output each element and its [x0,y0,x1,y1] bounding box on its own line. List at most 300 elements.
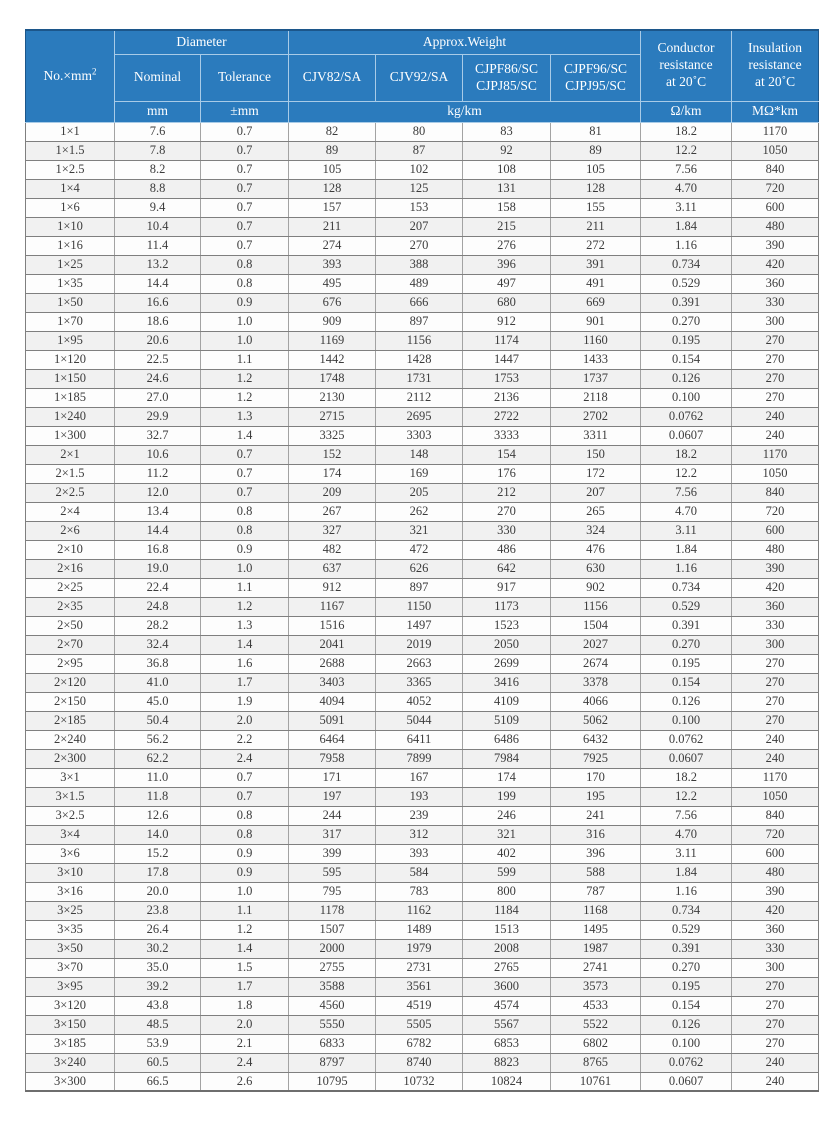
cell-conductor-resistance: 0.100 [641,1034,732,1053]
cell-diameter-nominal: 62.2 [115,749,201,768]
cell-conductor-resistance: 1.84 [641,217,732,236]
cell-weight-cjv92: 262 [376,502,463,521]
cell-weight-cjpf86: 599 [463,863,551,882]
cell-weight-cjv82: 105 [289,160,376,179]
cell-insulation-resistance: 270 [732,711,819,730]
cell-diameter-nominal: 12.0 [115,483,201,502]
cell-weight-cjpf96: 5522 [551,1015,641,1034]
cell-weight-cjv82: 5550 [289,1015,376,1034]
table-row [26,635,819,654]
cell-weight-cjpf86: 6853 [463,1034,551,1053]
cell-weight-cjpf86: 497 [463,274,551,293]
cell-no-mm2: 1×35 [26,274,115,293]
insulation-resistance-line: Insulation [748,40,803,56]
cell-insulation-resistance: 480 [732,863,819,882]
cell-weight-cjv82: 1507 [289,920,376,939]
cell-weight-cjv82: 157 [289,198,376,217]
cell-weight-cjpf96: 155 [551,198,641,217]
cell-weight-cjpf96: 669 [551,293,641,312]
mm2-superscript: 2 [92,66,97,77]
cell-diameter-tolerance: 0.9 [201,293,289,312]
cell-no-mm2: 3×10 [26,863,115,882]
cell-no-mm2: 3×1 [26,768,115,787]
cell-weight-cjv82: 495 [289,274,376,293]
cell-no-mm2: 2×25 [26,578,115,597]
cell-weight-cjv82: 4094 [289,692,376,711]
cell-diameter-tolerance: 2.0 [201,1015,289,1034]
cell-weight-cjv92: 153 [376,198,463,217]
cell-weight-cjv92: 270 [376,236,463,255]
cell-diameter-tolerance: 0.8 [201,274,289,293]
cell-insulation-resistance: 300 [732,958,819,977]
cell-weight-cjv92: 626 [376,559,463,578]
cell-no-mm2: 2×35 [26,597,115,616]
cell-weight-cjv82: 912 [289,578,376,597]
cell-diameter-nominal: 66.5 [115,1072,201,1091]
cell-weight-cjv82: 5091 [289,711,376,730]
cell-diameter-tolerance: 1.3 [201,407,289,426]
cell-diameter-nominal: 20.6 [115,331,201,350]
cell-weight-cjpf86: 1513 [463,920,551,939]
cell-weight-cjpf96: 787 [551,882,641,901]
cell-weight-cjv92: 388 [376,255,463,274]
cell-insulation-resistance: 240 [732,407,819,426]
cell-weight-cjv92: 148 [376,445,463,464]
cell-weight-cjv82: 2755 [289,958,376,977]
cell-conductor-resistance: 3.11 [641,521,732,540]
cell-diameter-nominal: 22.5 [115,350,201,369]
cell-diameter-nominal: 24.8 [115,597,201,616]
cell-weight-cjv82: 128 [289,179,376,198]
cell-weight-cjpf86: 396 [463,255,551,274]
table-row [26,1015,819,1034]
cell-weight-cjv92: 312 [376,825,463,844]
table-row [26,768,819,787]
cell-diameter-tolerance: 1.4 [201,939,289,958]
cell-weight-cjpf96: 6432 [551,730,641,749]
table-header [26,30,819,122]
cell-weight-cjv82: 909 [289,312,376,331]
cell-insulation-resistance: 360 [732,597,819,616]
table-row [26,863,819,882]
cell-conductor-resistance: 0.734 [641,578,732,597]
unit-insulation-mohm-km: MΩ*km [732,101,819,122]
cell-weight-cjpf86: 2050 [463,635,551,654]
cell-diameter-nominal: 53.9 [115,1034,201,1053]
header-diameter-group: Diameter [115,30,289,54]
cell-weight-cjpf86: 1173 [463,597,551,616]
cell-weight-cjv92: 3303 [376,426,463,445]
table-row [26,806,819,825]
cell-weight-cjpf86: 5109 [463,711,551,730]
cell-weight-cjv82: 2000 [289,939,376,958]
cell-no-mm2: 2×1 [26,445,115,464]
cell-diameter-nominal: 7.6 [115,122,201,141]
cell-diameter-tolerance: 1.4 [201,426,289,445]
cell-weight-cjv82: 4560 [289,996,376,1015]
cell-weight-cjv82: 676 [289,293,376,312]
table-row [26,597,819,616]
cell-weight-cjpf96: 1504 [551,616,641,635]
cell-diameter-tolerance: 0.8 [201,255,289,274]
cell-weight-cjpf96: 195 [551,787,641,806]
cell-diameter-nominal: 8.2 [115,160,201,179]
cell-insulation-resistance: 330 [732,616,819,635]
cell-diameter-tolerance: 0.7 [201,141,289,160]
cell-diameter-nominal: 29.9 [115,407,201,426]
cell-insulation-resistance: 270 [732,369,819,388]
cell-weight-cjpf86: 8823 [463,1053,551,1072]
cell-insulation-resistance: 240 [732,426,819,445]
cell-insulation-resistance: 360 [732,274,819,293]
cell-weight-cjv82: 3325 [289,426,376,445]
cell-weight-cjpf96: 3378 [551,673,641,692]
conductor-resistance-line: at 20˚C [665,74,707,90]
cell-weight-cjv82: 1748 [289,369,376,388]
cell-no-mm2: 1×70 [26,312,115,331]
cell-insulation-resistance: 270 [732,673,819,692]
cell-diameter-nominal: 12.6 [115,806,201,825]
cell-no-mm2: 3×150 [26,1015,115,1034]
cell-conductor-resistance: 7.56 [641,806,732,825]
cell-weight-cjpf86: 912 [463,312,551,331]
cell-weight-cjv82: 795 [289,882,376,901]
cell-weight-cjv82: 1169 [289,331,376,350]
cell-weight-cjv82: 197 [289,787,376,806]
table-row [26,331,819,350]
cell-weight-cjv92: 169 [376,464,463,483]
cell-diameter-tolerance: 1.2 [201,388,289,407]
cell-weight-cjpf96: 4533 [551,996,641,1015]
cell-diameter-tolerance: 0.7 [201,483,289,502]
cell-weight-cjpf86: 2699 [463,654,551,673]
cell-weight-cjpf96: 2741 [551,958,641,977]
cell-weight-cjv92: 1156 [376,331,463,350]
table-row [26,236,819,255]
table-row [26,559,819,578]
table-row [26,654,819,673]
cell-conductor-resistance: 0.126 [641,1015,732,1034]
cell-weight-cjpf86: 3600 [463,977,551,996]
cell-weight-cjv92: 1497 [376,616,463,635]
cell-conductor-resistance: 0.0762 [641,730,732,749]
cell-no-mm2: 2×120 [26,673,115,692]
cell-diameter-nominal: 13.2 [115,255,201,274]
cell-diameter-tolerance: 2.1 [201,1034,289,1053]
cell-weight-cjpf96: 1160 [551,331,641,350]
header-cjv92-sa [376,54,463,101]
weight-type-line: CJV82/SA [302,69,362,85]
cell-insulation-resistance: 330 [732,293,819,312]
table-row [26,198,819,217]
table-row [26,882,819,901]
cell-weight-cjpf86: 83 [463,122,551,141]
table-row [26,1072,819,1091]
cell-weight-cjv92: 666 [376,293,463,312]
cell-weight-cjpf86: 10824 [463,1072,551,1091]
header-cjv82-sa [289,54,376,101]
cell-weight-cjpf96: 2027 [551,635,641,654]
cell-weight-cjpf96: 630 [551,559,641,578]
cell-conductor-resistance: 1.84 [641,540,732,559]
cell-conductor-resistance: 1.16 [641,236,732,255]
header-tolerance: Tolerance [201,54,289,101]
cell-no-mm2: 1×120 [26,350,115,369]
cell-conductor-resistance: 4.70 [641,502,732,521]
weight-type-line: CJPJ85/SC [476,77,537,93]
cell-diameter-tolerance: 0.7 [201,198,289,217]
cell-diameter-nominal: 41.0 [115,673,201,692]
cell-no-mm2: 1×50 [26,293,115,312]
table-row [26,996,819,1015]
cell-no-mm2: 2×240 [26,730,115,749]
table-row [26,141,819,160]
cell-insulation-resistance: 840 [732,160,819,179]
table-row [26,977,819,996]
header-no-mm2: $No.\times mm^2$ [26,30,115,122]
cell-conductor-resistance: 1.16 [641,882,732,901]
cell-no-mm2: 1×25 [26,255,115,274]
cell-weight-cjv92: 193 [376,787,463,806]
cell-conductor-resistance: 0.391 [641,939,732,958]
cell-diameter-tolerance: 1.3 [201,616,289,635]
cell-weight-cjpf96: 241 [551,806,641,825]
cell-no-mm2: 3×6 [26,844,115,863]
cell-diameter-nominal: 36.8 [115,654,201,673]
table-row [26,255,819,274]
table-row [26,122,819,141]
cell-conductor-resistance: 0.126 [641,692,732,711]
cell-weight-cjv92: 897 [376,312,463,331]
cell-no-mm2: 3×50 [26,939,115,958]
cell-weight-cjv82: 2130 [289,388,376,407]
conductor-resistance-line: Conductor [657,40,715,56]
cell-diameter-nominal: 28.2 [115,616,201,635]
cell-insulation-resistance: 270 [732,1015,819,1034]
cell-weight-cjpf96: 491 [551,274,641,293]
cell-weight-cjv92: 2731 [376,958,463,977]
cell-diameter-tolerance: 0.7 [201,445,289,464]
cell-insulation-resistance: 420 [732,255,819,274]
cell-weight-cjpf86: 2136 [463,388,551,407]
cell-weight-cjpf86: 199 [463,787,551,806]
cell-no-mm2: 2×6 [26,521,115,540]
cell-no-mm2: 2×16 [26,559,115,578]
table-row [26,217,819,236]
cell-diameter-tolerance: 0.8 [201,521,289,540]
table-row [26,483,819,502]
cell-insulation-resistance: 390 [732,882,819,901]
table-row [26,787,819,806]
cell-conductor-resistance: 1.84 [641,863,732,882]
cell-weight-cjv92: 87 [376,141,463,160]
cell-conductor-resistance: 12.2 [641,464,732,483]
insulation-resistance-line: resistance [748,57,802,73]
cell-insulation-resistance: 1170 [732,445,819,464]
cell-diameter-nominal: 20.0 [115,882,201,901]
cell-insulation-resistance: 1050 [732,464,819,483]
cell-insulation-resistance: 720 [732,502,819,521]
cell-conductor-resistance: 0.270 [641,312,732,331]
cell-weight-cjv82: 2041 [289,635,376,654]
cell-weight-cjpf96: 1495 [551,920,641,939]
cell-weight-cjpf86: 642 [463,559,551,578]
cell-no-mm2: 2×2.5 [26,483,115,502]
cell-weight-cjv82: 1442 [289,350,376,369]
cell-weight-cjpf86: 131 [463,179,551,198]
cell-diameter-tolerance: 0.7 [201,787,289,806]
cell-diameter-tolerance: 0.7 [201,160,289,179]
cell-weight-cjpf96: 588 [551,863,641,882]
cell-no-mm2: 1×10 [26,217,115,236]
cell-conductor-resistance: 12.2 [641,141,732,160]
cell-no-mm2: 2×4 [26,502,115,521]
cell-diameter-nominal: 24.6 [115,369,201,388]
cell-weight-cjv82: 6833 [289,1034,376,1053]
cell-diameter-tolerance: 1.0 [201,559,289,578]
cell-diameter-nominal: 60.5 [115,1053,201,1072]
cell-diameter-nominal: 26.4 [115,920,201,939]
cell-diameter-nominal: 7.8 [115,141,201,160]
cell-insulation-resistance: 600 [732,198,819,217]
cell-diameter-nominal: 32.7 [115,426,201,445]
cell-diameter-nominal: 15.2 [115,844,201,863]
cell-insulation-resistance: 270 [732,977,819,996]
weight-type-line: CJPF96/SC [564,60,628,76]
cell-weight-cjv82: 1167 [289,597,376,616]
cell-insulation-resistance: 600 [732,844,819,863]
cell-diameter-nominal: 9.4 [115,198,201,217]
cell-weight-cjv82: 637 [289,559,376,578]
cell-diameter-tolerance: 1.8 [201,996,289,1015]
table-row [26,369,819,388]
cell-weight-cjpf86: 158 [463,198,551,217]
cell-diameter-nominal: 27.0 [115,388,201,407]
cell-weight-cjpf96: 128 [551,179,641,198]
cell-weight-cjv92: 10732 [376,1072,463,1091]
cell-weight-cjpf96: 1433 [551,350,641,369]
table-row [26,464,819,483]
cell-weight-cjv92: 8740 [376,1053,463,1072]
cell-weight-cjv92: 4519 [376,996,463,1015]
cell-weight-cjpf86: 1753 [463,369,551,388]
cell-insulation-resistance: 270 [732,692,819,711]
table-row [26,692,819,711]
cell-weight-cjv92: 1428 [376,350,463,369]
cell-conductor-resistance: 0.0607 [641,749,732,768]
cell-conductor-resistance: 7.56 [641,160,732,179]
cell-insulation-resistance: 420 [732,578,819,597]
cell-insulation-resistance: 390 [732,559,819,578]
cell-weight-cjpf96: 316 [551,825,641,844]
cell-no-mm2: 1×6 [26,198,115,217]
header-cjpf96-sc [551,54,641,101]
cell-no-mm2: 1×150 [26,369,115,388]
cell-weight-cjpf86: 402 [463,844,551,863]
cell-weight-cjv82: 267 [289,502,376,521]
table-row [26,578,819,597]
cell-weight-cjpf96: 6802 [551,1034,641,1053]
cell-weight-cjpf96: 272 [551,236,641,255]
table-row [26,711,819,730]
cell-weight-cjv82: 10795 [289,1072,376,1091]
cell-no-mm2: 1×95 [26,331,115,350]
table-row [26,1053,819,1072]
cell-weight-cjpf86: 2008 [463,939,551,958]
cell-insulation-resistance: 300 [732,635,819,654]
cell-diameter-nominal: 45.0 [115,692,201,711]
cell-weight-cjv92: 5044 [376,711,463,730]
unit-conductor-ohm-km: Ω/km [641,101,732,122]
cell-diameter-tolerance: 2.0 [201,711,289,730]
cell-weight-cjv92: 321 [376,521,463,540]
cell-weight-cjpf96: 8765 [551,1053,641,1072]
cable-spec-table [25,29,819,1092]
cell-diameter-tolerance: 1.9 [201,692,289,711]
cell-insulation-resistance: 240 [732,749,819,768]
cell-diameter-tolerance: 1.1 [201,350,289,369]
cell-diameter-tolerance: 1.2 [201,920,289,939]
table-row [26,426,819,445]
cell-diameter-nominal: 11.2 [115,464,201,483]
cell-weight-cjpf96: 2674 [551,654,641,673]
cell-weight-cjv82: 2715 [289,407,376,426]
cell-weight-cjv82: 3403 [289,673,376,692]
cell-diameter-nominal: 39.2 [115,977,201,996]
cell-no-mm2: 2×95 [26,654,115,673]
cell-diameter-tolerance: 0.7 [201,464,289,483]
cell-weight-cjv82: 82 [289,122,376,141]
cell-conductor-resistance: 4.70 [641,825,732,844]
cell-insulation-resistance: 1050 [732,141,819,160]
unit-tolerance-mm: ±mm [201,101,289,122]
cell-diameter-nominal: 11.4 [115,236,201,255]
cell-insulation-resistance: 330 [732,939,819,958]
cell-weight-cjpf86: 680 [463,293,551,312]
table-row [26,388,819,407]
cell-weight-cjv92: 1489 [376,920,463,939]
table-row [26,274,819,293]
cell-diameter-tolerance: 0.7 [201,768,289,787]
weight-type-line: CJPF86/SC [474,60,539,76]
cell-weight-cjv82: 317 [289,825,376,844]
table-row [26,179,819,198]
cell-weight-cjpf96: 476 [551,540,641,559]
cell-weight-cjv92: 6411 [376,730,463,749]
header-nominal: Nominal [115,54,201,101]
cell-diameter-nominal: 48.5 [115,1015,201,1034]
cell-weight-cjpf96: 211 [551,217,641,236]
cell-weight-cjpf86: 108 [463,160,551,179]
cell-diameter-tolerance: 0.8 [201,825,289,844]
cell-insulation-resistance: 240 [732,730,819,749]
cell-weight-cjpf96: 901 [551,312,641,331]
cell-insulation-resistance: 420 [732,901,819,920]
unit-weight-kgkm: kg/km [289,101,641,122]
cell-weight-cjv92: 7899 [376,749,463,768]
cell-conductor-resistance: 4.70 [641,179,732,198]
cell-insulation-resistance: 270 [732,996,819,1015]
cell-insulation-resistance: 480 [732,217,819,236]
cell-conductor-resistance: 0.529 [641,597,732,616]
cell-conductor-resistance: 7.56 [641,483,732,502]
cell-weight-cjv82: 482 [289,540,376,559]
cell-weight-cjv82: 2688 [289,654,376,673]
cell-diameter-nominal: 56.2 [115,730,201,749]
cell-weight-cjpf86: 330 [463,521,551,540]
cell-weight-cjv92: 393 [376,844,463,863]
cell-conductor-resistance: 0.391 [641,293,732,312]
